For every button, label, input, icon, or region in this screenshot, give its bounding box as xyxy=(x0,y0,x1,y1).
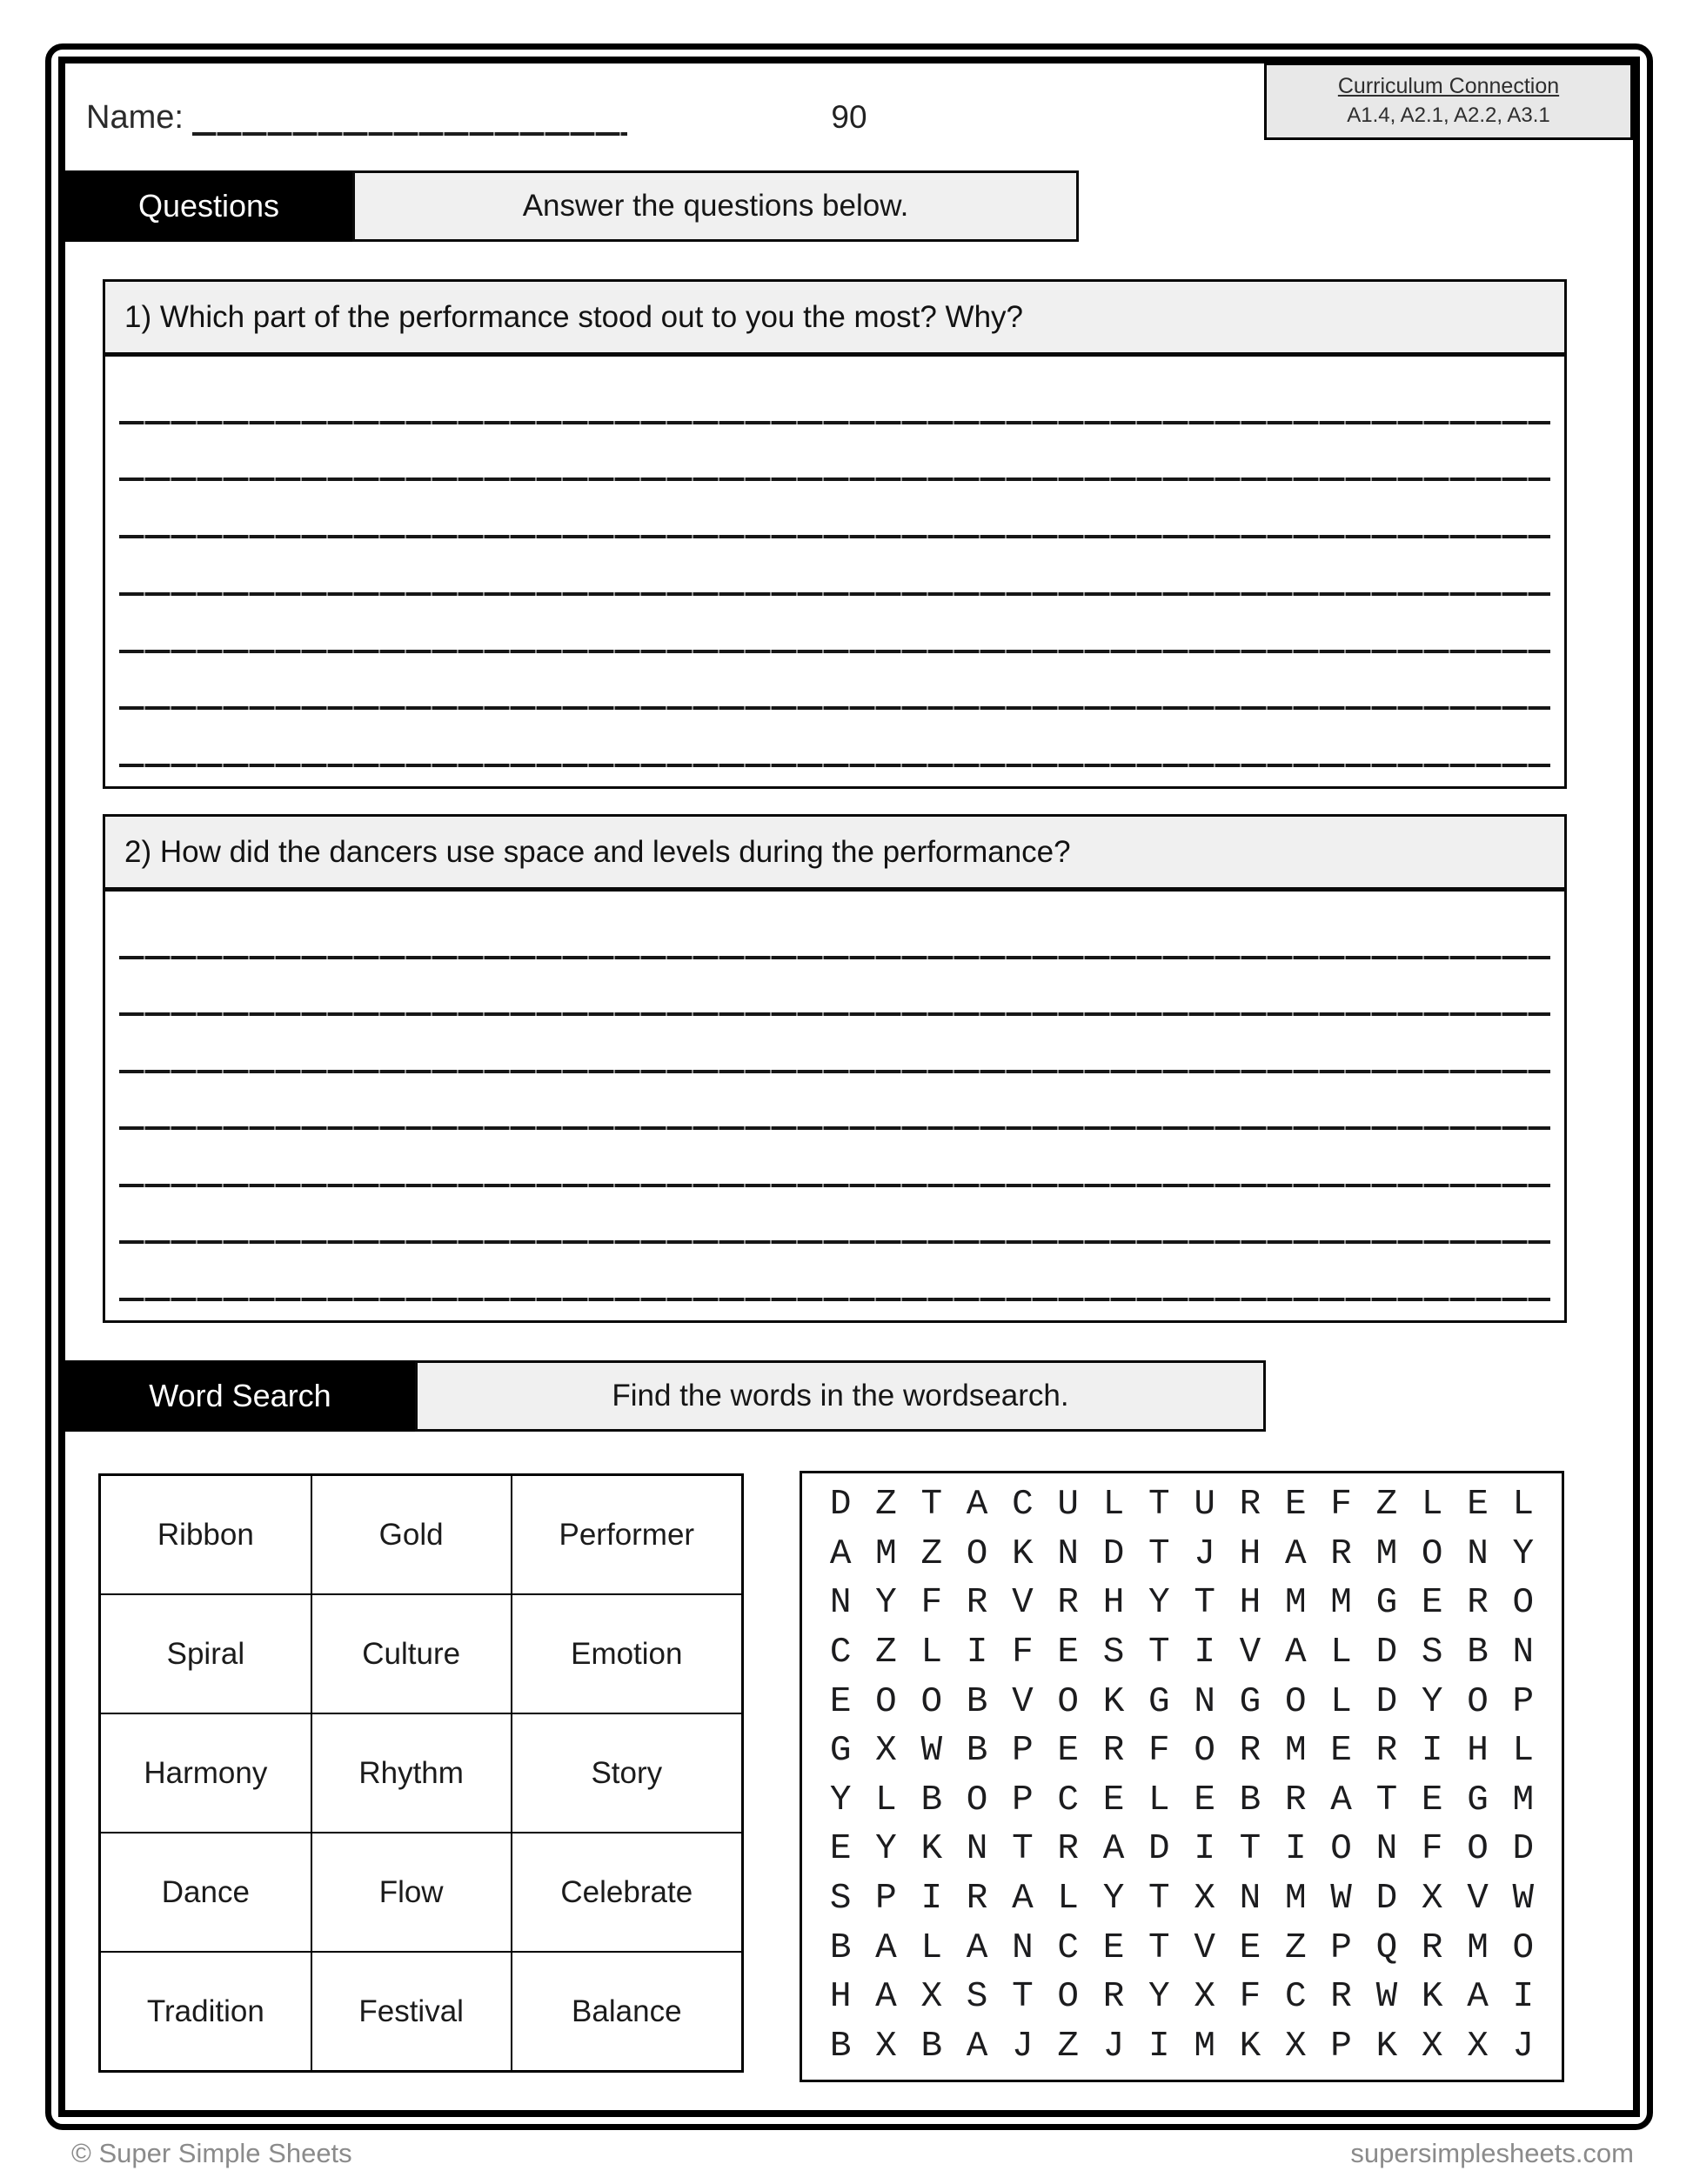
grid-letter: L xyxy=(1512,1485,1535,1526)
grid-letter: A xyxy=(875,1977,897,2018)
questions-section-title: Questions xyxy=(65,170,352,242)
grid-letter: N xyxy=(1012,1927,1034,1968)
grid-letter: E xyxy=(1467,1485,1489,1526)
curriculum-title: Curriculum Connection xyxy=(1337,74,1560,98)
grid-letter: T xyxy=(1148,1878,1170,1919)
grid-letter: P xyxy=(1012,1780,1034,1820)
grid-letter: B xyxy=(966,1731,988,1772)
grid-letter: J xyxy=(1194,1533,1215,1574)
grid-letter: L xyxy=(920,1633,943,1673)
grid-letter: I xyxy=(1194,1829,1215,1870)
grid-letter: F xyxy=(1012,1633,1034,1673)
grid-letter: O xyxy=(875,1681,897,1722)
grid-letter: Z xyxy=(875,1485,897,1526)
grid-letter: R xyxy=(1330,1533,1352,1574)
word-list-item: Culture xyxy=(312,1595,511,1713)
wordsearch-section-header xyxy=(65,1360,1266,1432)
grid-letter: X xyxy=(875,2026,897,2067)
grid-letter: N xyxy=(966,1829,988,1870)
grid-letter: X xyxy=(1284,2026,1307,2067)
grid-letter: E xyxy=(1057,1731,1080,1772)
grid-letter: M xyxy=(1330,1583,1352,1624)
grid-letter: O xyxy=(1512,1583,1535,1624)
grid-letter: O xyxy=(1194,1731,1215,1772)
grid-letter: I xyxy=(966,1633,988,1673)
grid-letter: T xyxy=(1239,1829,1261,1870)
grid-letter: Z xyxy=(1284,1927,1307,1968)
grid-letter: W xyxy=(1512,1878,1535,1919)
grid-letter: R xyxy=(1057,1829,1080,1870)
page-outer-border xyxy=(45,43,1653,2130)
grid-letter: U xyxy=(1194,1485,1215,1526)
grid-letter: F xyxy=(920,1583,943,1624)
page-number: 90 xyxy=(831,99,867,135)
curriculum-connection-box xyxy=(1264,63,1633,140)
wordsearch-section-title: Word Search xyxy=(65,1360,415,1432)
grid-letter: C xyxy=(1284,1977,1307,2018)
grid-letter: O xyxy=(1467,1681,1489,1722)
word-list-item: Gold xyxy=(312,1476,511,1593)
grid-letter: O xyxy=(1330,1829,1352,1870)
grid-letter: L xyxy=(1330,1633,1352,1673)
grid-letter: W xyxy=(920,1731,943,1772)
grid-letter: R xyxy=(1102,1731,1125,1772)
grid-letter: L xyxy=(920,1927,943,1968)
grid-letter: Z xyxy=(1375,1485,1398,1526)
grid-letter: E xyxy=(829,1829,852,1870)
grid-letter: L xyxy=(875,1780,897,1820)
word-list-item: Spiral xyxy=(101,1595,311,1713)
grid-letter: V xyxy=(1012,1583,1034,1624)
grid-letter: A xyxy=(1330,1780,1352,1820)
grid-letter: N xyxy=(1375,1829,1398,1870)
grid-letter: D xyxy=(1148,1829,1170,1870)
grid-letter: M xyxy=(875,1533,897,1574)
grid-letter: U xyxy=(1057,1485,1080,1526)
grid-letter: E xyxy=(1102,1927,1125,1968)
grid-letter: O xyxy=(1057,1977,1080,2018)
grid-letter: P xyxy=(1330,1927,1352,1968)
grid-letter: X xyxy=(1194,1977,1215,2018)
grid-letter: L xyxy=(1057,1878,1080,1919)
grid-letter: Y xyxy=(1148,1977,1170,2018)
grid-letter: O xyxy=(920,1681,943,1722)
grid-letter: N xyxy=(1057,1533,1080,1574)
grid-letter: A xyxy=(966,1927,988,1968)
grid-letter: E xyxy=(1239,1927,1261,1968)
grid-letter: V xyxy=(1012,1681,1034,1722)
grid-letter: X xyxy=(875,1731,897,1772)
grid-letter: D xyxy=(1102,1533,1125,1574)
word-list-item: Balance xyxy=(512,1953,741,2070)
grid-letter: N xyxy=(1194,1681,1215,1722)
grid-letter: B xyxy=(829,1927,852,1968)
word-list-item: Tradition xyxy=(101,1953,311,2070)
grid-letter: F xyxy=(1330,1485,1352,1526)
grid-letter: O xyxy=(966,1533,988,1574)
grid-letter: R xyxy=(1239,1731,1261,1772)
grid-letter: N xyxy=(829,1583,852,1624)
grid-letter: E xyxy=(1330,1731,1352,1772)
question-1-answer-area xyxy=(105,357,1564,786)
grid-letter: Y xyxy=(1148,1583,1170,1624)
grid-letter: K xyxy=(1421,1977,1443,2018)
grid-letter: G xyxy=(1239,1681,1261,1722)
question-1-prompt: 1) Which part of the performance stood out to you the most? Why? xyxy=(105,282,1564,357)
grid-letter: B xyxy=(1467,1633,1489,1673)
grid-letter: C xyxy=(829,1633,852,1673)
grid-letter: H xyxy=(829,1977,852,2018)
grid-letter: C xyxy=(1057,1927,1080,1968)
grid-letter: N xyxy=(1512,1633,1535,1673)
grid-letter: J xyxy=(1512,2026,1535,2067)
grid-letter: Z xyxy=(1057,2026,1080,2067)
grid-letter: T xyxy=(1148,1927,1170,1968)
grid-letter: P xyxy=(875,1878,897,1919)
grid-letter: L xyxy=(1512,1731,1535,1772)
wordsearch-grid xyxy=(818,1480,1546,2071)
answer-line[interactable] xyxy=(105,1187,1564,1245)
grid-letter: O xyxy=(966,1780,988,1820)
grid-letter: P xyxy=(1330,2026,1352,2067)
footer-website: supersimplesheets.com xyxy=(1350,2138,1634,2168)
word-list-item: Rhythm xyxy=(312,1714,511,1832)
answer-line[interactable] xyxy=(105,481,1564,538)
grid-letter: T xyxy=(1194,1583,1215,1624)
grid-letter: N xyxy=(1467,1533,1489,1574)
answer-line[interactable] xyxy=(105,902,1564,959)
grid-letter: I xyxy=(1421,1731,1443,1772)
grid-letter: K xyxy=(1012,1533,1034,1574)
grid-letter: C xyxy=(1012,1485,1034,1526)
word-list-item: Story xyxy=(512,1714,741,1832)
answer-line[interactable] xyxy=(105,1130,1564,1187)
grid-letter: Y xyxy=(829,1780,852,1820)
question-2-prompt: 2) How did the dancers use space and levels during the performance? xyxy=(105,817,1564,892)
grid-letter: R xyxy=(1467,1583,1489,1624)
grid-letter: G xyxy=(1467,1780,1489,1820)
answer-line[interactable] xyxy=(105,959,1564,1017)
grid-letter: D xyxy=(1375,1633,1398,1673)
grid-letter: E xyxy=(1421,1583,1443,1624)
grid-letter: H xyxy=(1239,1533,1261,1574)
grid-letter: C xyxy=(1057,1780,1080,1820)
grid-letter: O xyxy=(1057,1681,1080,1722)
grid-letter: I xyxy=(920,1878,943,1919)
grid-letter: B xyxy=(829,2026,852,2067)
page-footer xyxy=(71,2138,1634,2169)
word-list-table xyxy=(98,1473,744,2073)
grid-letter: Y xyxy=(1512,1533,1535,1574)
grid-letter: Z xyxy=(875,1633,897,1673)
grid-letter: X xyxy=(1421,2026,1443,2067)
grid-letter: P xyxy=(1512,1681,1535,1722)
answer-line[interactable] xyxy=(105,367,1564,424)
grid-letter: I xyxy=(1148,2026,1170,2067)
grid-letter: E xyxy=(1057,1633,1080,1673)
grid-letter: K xyxy=(1375,2026,1398,2067)
answer-line[interactable] xyxy=(105,1244,1564,1301)
grid-letter: D xyxy=(1375,1681,1398,1722)
grid-letter: M xyxy=(1284,1583,1307,1624)
grid-letter: T xyxy=(920,1485,943,1526)
grid-letter: J xyxy=(1012,2026,1034,2067)
answer-line[interactable] xyxy=(105,424,1564,482)
grid-letter: Y xyxy=(1421,1681,1443,1722)
grid-letter: O xyxy=(1284,1681,1307,1722)
questions-instruction: Answer the questions below. xyxy=(352,170,1079,242)
grid-letter: M xyxy=(1284,1731,1307,1772)
grid-letter: A xyxy=(1467,1977,1489,2018)
grid-letter: S xyxy=(1102,1633,1125,1673)
grid-letter: S xyxy=(829,1878,852,1919)
page-inner-border xyxy=(58,57,1640,2117)
grid-letter: Y xyxy=(875,1583,897,1624)
answer-line[interactable] xyxy=(105,1016,1564,1073)
grid-letter: R xyxy=(1421,1927,1443,1968)
grid-letter: E xyxy=(1102,1780,1125,1820)
grid-letter: M xyxy=(1284,1878,1307,1919)
grid-letter: L xyxy=(1102,1485,1125,1526)
grid-letter: F xyxy=(1421,1829,1443,1870)
grid-letter: V xyxy=(1239,1633,1261,1673)
word-list-item: Flow xyxy=(312,1833,511,1951)
grid-letter: O xyxy=(1467,1829,1489,1870)
grid-letter: F xyxy=(1148,1731,1170,1772)
grid-letter: I xyxy=(1194,1633,1215,1673)
grid-letter: H xyxy=(1102,1583,1125,1624)
grid-letter: Y xyxy=(1102,1878,1125,1919)
grid-letter: A xyxy=(1102,1829,1125,1870)
grid-letter: O xyxy=(1512,1927,1535,1968)
grid-letter: A xyxy=(1284,1533,1307,1574)
grid-letter: E xyxy=(1194,1780,1215,1820)
name-label: Name: xyxy=(86,98,184,136)
grid-letter: A xyxy=(966,1485,988,1526)
grid-letter: M xyxy=(1375,1533,1398,1574)
answer-line[interactable] xyxy=(105,1073,1564,1131)
grid-letter: R xyxy=(966,1878,988,1919)
grid-letter: R xyxy=(1057,1583,1080,1624)
grid-letter: R xyxy=(1102,1977,1125,2018)
grid-letter: S xyxy=(966,1977,988,2018)
grid-letter: S xyxy=(1421,1633,1443,1673)
wordsearch-instruction: Find the words in the wordsearch. xyxy=(415,1360,1266,1432)
grid-letter: L xyxy=(1330,1681,1352,1722)
grid-letter: R xyxy=(966,1583,988,1624)
grid-letter: V xyxy=(1194,1927,1215,1968)
grid-letter: M xyxy=(1512,1780,1535,1820)
grid-letter: W xyxy=(1330,1878,1352,1919)
answer-line[interactable] xyxy=(105,710,1564,767)
grid-letter: E xyxy=(1421,1780,1443,1820)
grid-letter: T xyxy=(1012,1829,1034,1870)
grid-letter: O xyxy=(1421,1533,1443,1574)
question-2-box xyxy=(103,814,1567,1323)
word-list-item: Festival xyxy=(312,1953,511,2070)
answer-line[interactable] xyxy=(105,653,1564,711)
grid-letter: B xyxy=(966,1681,988,1722)
grid-letter: G xyxy=(829,1731,852,1772)
grid-letter: K xyxy=(1102,1681,1125,1722)
grid-letter: R xyxy=(1284,1780,1307,1820)
word-list-item: Emotion xyxy=(512,1595,741,1713)
grid-letter: A xyxy=(1284,1633,1307,1673)
grid-letter: F xyxy=(1239,1977,1261,2018)
grid-letter: H xyxy=(1467,1731,1489,1772)
grid-letter: V xyxy=(1467,1878,1489,1919)
grid-letter: T xyxy=(1148,1485,1170,1526)
grid-letter: D xyxy=(829,1485,852,1526)
grid-letter: G xyxy=(1375,1583,1398,1624)
grid-letter: P xyxy=(1012,1731,1034,1772)
grid-letter: I xyxy=(1512,1977,1535,2018)
question-1-box xyxy=(103,279,1567,789)
grid-letter: E xyxy=(1284,1485,1307,1526)
grid-letter: R xyxy=(1239,1485,1261,1526)
grid-letter: Y xyxy=(875,1829,897,1870)
grid-letter: J xyxy=(1102,2026,1125,2067)
grid-letter: D xyxy=(1512,1829,1535,1870)
question-2-answer-area xyxy=(105,892,1564,1320)
grid-letter: A xyxy=(1012,1878,1034,1919)
grid-letter: A xyxy=(875,1927,897,1968)
word-list-item: Ribbon xyxy=(101,1476,311,1593)
grid-letter: E xyxy=(829,1681,852,1722)
grid-letter: R xyxy=(1375,1731,1398,1772)
grid-letter: K xyxy=(920,1829,943,1870)
grid-letter: X xyxy=(1467,2026,1489,2067)
answer-line[interactable] xyxy=(105,596,1564,653)
grid-letter: B xyxy=(920,1780,943,1820)
grid-letter: L xyxy=(1421,1485,1443,1526)
grid-letter: T xyxy=(1375,1780,1398,1820)
grid-letter: A xyxy=(966,2026,988,2067)
grid-letter: X xyxy=(1194,1878,1215,1919)
grid-letter: T xyxy=(1012,1977,1034,2018)
footer-copyright: © Super Simple Sheets xyxy=(71,2138,352,2168)
word-list-item: Harmony xyxy=(101,1714,311,1832)
grid-letter: X xyxy=(920,1977,943,2018)
grid-letter: W xyxy=(1375,1977,1398,2018)
answer-line[interactable] xyxy=(105,538,1564,596)
grid-letter: M xyxy=(1194,2026,1215,2067)
grid-letter: L xyxy=(1148,1780,1170,1820)
grid-letter: B xyxy=(1239,1780,1261,1820)
word-list-item: Dance xyxy=(101,1833,311,1951)
grid-letter: B xyxy=(920,2026,943,2067)
grid-letter: M xyxy=(1467,1927,1489,1968)
grid-letter: D xyxy=(1375,1878,1398,1919)
grid-letter: X xyxy=(1421,1878,1443,1919)
grid-letter: Q xyxy=(1375,1927,1398,1968)
grid-letter: I xyxy=(1284,1829,1307,1870)
curriculum-codes: A1.4, A2.1, A2.2, A3.1 xyxy=(1347,104,1550,127)
grid-letter: H xyxy=(1239,1583,1261,1624)
grid-letter: K xyxy=(1239,2026,1261,2067)
word-list-item: Performer xyxy=(512,1476,741,1593)
grid-letter: T xyxy=(1148,1633,1170,1673)
word-list-item: Celebrate xyxy=(512,1833,741,1951)
grid-letter: R xyxy=(1330,1977,1352,2018)
questions-section-header xyxy=(65,170,1079,242)
grid-letter: T xyxy=(1148,1533,1170,1574)
grid-letter: N xyxy=(1239,1878,1261,1919)
wordsearch-grid-box xyxy=(800,1471,1564,2082)
grid-letter: G xyxy=(1148,1681,1170,1722)
grid-letter: Z xyxy=(920,1533,943,1574)
grid-letter: A xyxy=(829,1533,852,1574)
